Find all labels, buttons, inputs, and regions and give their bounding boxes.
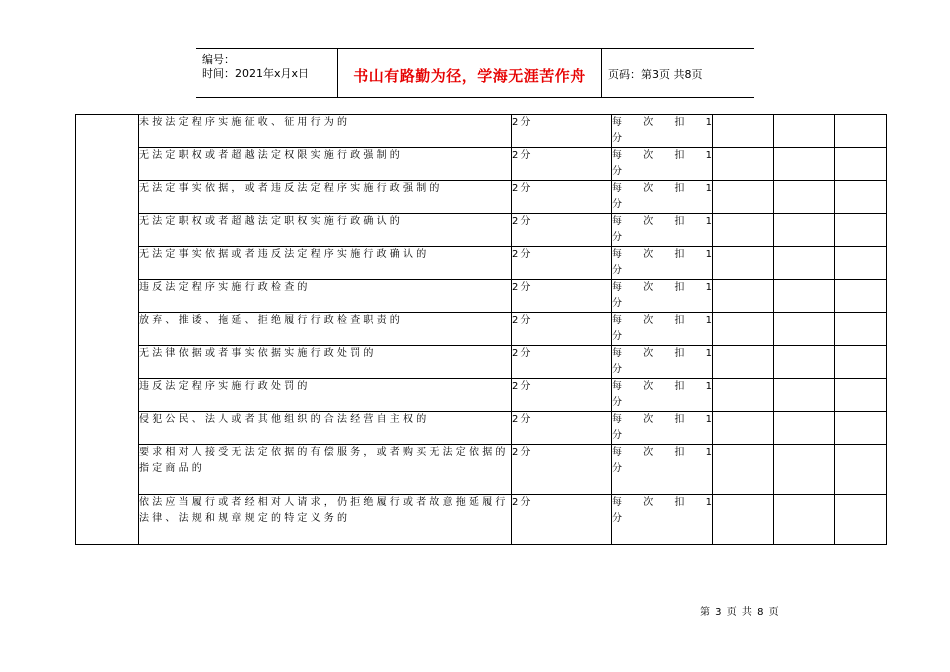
score-cell: 2分: [512, 247, 612, 280]
deduction-word: 1: [705, 117, 712, 128]
score-cell: 2分: [512, 313, 612, 346]
table-row: [76, 115, 887, 148]
deduction-word: 扣: [674, 348, 685, 359]
deduction-rule: [612, 445, 713, 495]
page-header: [196, 48, 754, 98]
violation-description: 无法定事实依据，或者违反法定程序实施行政强制的: [139, 181, 512, 214]
table-row: [76, 379, 887, 412]
deduction-rule-line: [612, 115, 712, 131]
score-cell: 2分: [512, 379, 612, 412]
deduction-unit: 分: [612, 232, 622, 243]
deduction-rule-line: [612, 280, 712, 296]
empty-cell: [835, 247, 887, 280]
deduction-rule-line: [612, 445, 712, 461]
empty-cell: [774, 495, 835, 545]
empty-cell: [835, 313, 887, 346]
score-cell: 2分: [512, 148, 612, 181]
deduction-unit: 分: [612, 513, 622, 524]
deduction-word: 次: [643, 249, 654, 260]
number-label: 编号：: [202, 53, 235, 66]
deduction-word: 1: [705, 315, 712, 326]
empty-cell: [713, 115, 774, 148]
deduction-word: 每: [612, 381, 622, 392]
assessment-table: [75, 114, 887, 545]
deduction-rule: [612, 148, 713, 181]
deduction-word: 扣: [674, 381, 685, 392]
deduction-unit: 分: [612, 166, 622, 177]
empty-cell: [835, 280, 887, 313]
empty-cell: [774, 115, 835, 148]
deduction-word: 每: [612, 447, 622, 458]
motto-text: 书山有路勤为径，学海无涯苦作舟: [353, 67, 586, 85]
deduction-word: 1: [705, 414, 712, 425]
deduction-word: 1: [705, 447, 712, 458]
violation-description: 放弃、推诿、拖延、拒绝履行行政检查职责的: [139, 313, 512, 346]
empty-cell: [713, 280, 774, 313]
deduction-word: 扣: [674, 117, 685, 128]
deduction-rule: [612, 379, 713, 412]
deduction-word: 每: [612, 315, 622, 326]
deduction-rule-line: [612, 346, 712, 362]
table-row: [76, 445, 887, 495]
score-cell: 2分: [512, 280, 612, 313]
deduction-rule: [612, 412, 713, 445]
deduction-word: 每: [612, 150, 622, 161]
deduction-word: 次: [643, 414, 654, 425]
score-cell: 2分: [512, 445, 612, 495]
deduction-word: 次: [643, 117, 654, 128]
deduction-unit: 分: [612, 199, 622, 210]
score-cell: 2分: [512, 115, 612, 148]
deduction-rule: [612, 495, 713, 545]
deduction-word: 每: [612, 497, 622, 508]
deduction-word: 扣: [674, 216, 685, 227]
deduction-rule: [612, 247, 713, 280]
deduction-word: 扣: [674, 414, 685, 425]
deduction-rule: [612, 181, 713, 214]
empty-cell: [835, 115, 887, 148]
deduction-unit: 分: [612, 463, 622, 474]
table-row: [76, 495, 887, 545]
empty-cell: [713, 412, 774, 445]
deduction-unit: 分: [612, 133, 622, 144]
score-cell: 2分: [512, 346, 612, 379]
deduction-rule-line: [612, 214, 712, 230]
category-cell: [76, 115, 139, 545]
violation-description: 无法定事实依据或者违反法定程序实施行政确认的: [139, 247, 512, 280]
empty-cell: [713, 445, 774, 495]
empty-cell: [713, 346, 774, 379]
header-motto-cell: [338, 49, 602, 97]
deduction-word: 次: [643, 216, 654, 227]
empty-cell: [774, 379, 835, 412]
deduction-unit: 分: [612, 430, 622, 441]
violation-description: 侵犯公民、法人或者其他组织的合法经营自主权的: [139, 412, 512, 445]
deduction-word: 扣: [674, 183, 685, 194]
empty-cell: [835, 148, 887, 181]
score-cell: 2分: [512, 214, 612, 247]
deduction-word: 1: [705, 249, 712, 260]
violation-description: 违反法定程序实施行政检查的: [139, 280, 512, 313]
empty-cell: [774, 247, 835, 280]
empty-cell: [713, 247, 774, 280]
deduction-word: 次: [643, 348, 654, 359]
deduction-word: 次: [643, 447, 654, 458]
deduction-rule: [612, 280, 713, 313]
header-meta: [196, 49, 338, 97]
deduction-word: 1: [705, 381, 712, 392]
deduction-word: 次: [643, 497, 654, 508]
empty-cell: [774, 412, 835, 445]
empty-cell: [713, 313, 774, 346]
deduction-word: 扣: [674, 447, 685, 458]
empty-cell: [713, 181, 774, 214]
deduction-rule-line: [612, 313, 712, 329]
deduction-word: 1: [705, 150, 712, 161]
deduction-word: 1: [705, 282, 712, 293]
table-row: [76, 313, 887, 346]
page-code: 页码：第3页 共8页: [608, 68, 703, 81]
deduction-rule: [612, 313, 713, 346]
deduction-word: 次: [643, 315, 654, 326]
table-row: [76, 280, 887, 313]
deduction-word: 每: [612, 183, 622, 194]
violation-description: 要求相对人接受无法定依据的有偿服务，或者购买无法定依据的指定商品的: [139, 445, 512, 495]
deduction-word: 扣: [674, 150, 685, 161]
deduction-word: 每: [612, 216, 622, 227]
score-cell: 2分: [512, 412, 612, 445]
violation-description: 依法应当履行或者经相对人请求，仍拒绝履行或者故意拖延履行法律、法规和规章规定的特定义务的: [139, 495, 512, 545]
empty-cell: [774, 214, 835, 247]
empty-cell: [835, 379, 887, 412]
empty-cell: [774, 181, 835, 214]
deduction-unit: 分: [612, 298, 622, 309]
table-row: [76, 346, 887, 379]
empty-cell: [774, 280, 835, 313]
table-row: [76, 181, 887, 214]
deduction-word: 1: [705, 183, 712, 194]
deduction-word: 1: [705, 497, 712, 508]
table-row: [76, 247, 887, 280]
empty-cell: [774, 346, 835, 379]
empty-cell: [774, 313, 835, 346]
empty-cell: [835, 412, 887, 445]
deduction-rule: [612, 346, 713, 379]
deduction-word: 扣: [674, 315, 685, 326]
empty-cell: [835, 495, 887, 545]
deduction-word: 扣: [674, 497, 685, 508]
deduction-unit: 分: [612, 397, 622, 408]
header-page-cell: [602, 49, 754, 97]
empty-cell: [835, 445, 887, 495]
violation-description: 无法律依据或者事实依据实施行政处罚的: [139, 346, 512, 379]
deduction-word: 1: [705, 348, 712, 359]
time-label: 时间：2021年x月x日: [202, 67, 310, 80]
deduction-unit: 分: [612, 364, 622, 375]
empty-cell: [774, 148, 835, 181]
empty-cell: [835, 214, 887, 247]
deduction-unit: 分: [612, 265, 622, 276]
empty-cell: [774, 445, 835, 495]
deduction-word: 次: [643, 150, 654, 161]
deduction-rule: [612, 214, 713, 247]
deduction-word: 1: [705, 216, 712, 227]
deduction-word: 每: [612, 348, 622, 359]
table-row: [76, 148, 887, 181]
deduction-rule-line: [612, 412, 712, 428]
table-row: [76, 412, 887, 445]
page-footer: 第 3 页 共 8 页: [700, 607, 780, 618]
violation-description: 违反法定程序实施行政处罚的: [139, 379, 512, 412]
deduction-rule-line: [612, 247, 712, 263]
deduction-word: 次: [643, 381, 654, 392]
deduction-word: 扣: [674, 282, 685, 293]
deduction-word: 每: [612, 117, 622, 128]
deduction-word: 每: [612, 249, 622, 260]
deduction-rule-line: [612, 379, 712, 395]
deduction-word: 每: [612, 414, 622, 425]
empty-cell: [713, 379, 774, 412]
deduction-rule: [612, 115, 713, 148]
deduction-word: 每: [612, 282, 622, 293]
deduction-word: 次: [643, 183, 654, 194]
score-cell: 2分: [512, 495, 612, 545]
deduction-unit: 分: [612, 331, 622, 342]
deduction-rule-line: [612, 181, 712, 197]
deduction-rule-line: [612, 495, 712, 511]
table-row: [76, 214, 887, 247]
empty-cell: [713, 148, 774, 181]
empty-cell: [713, 214, 774, 247]
empty-cell: [835, 181, 887, 214]
violation-description: 无法定职权或者超越法定职权实施行政确认的: [139, 214, 512, 247]
score-cell: 2分: [512, 181, 612, 214]
violation-description: 未按法定程序实施征收、征用行为的: [139, 115, 512, 148]
deduction-word: 扣: [674, 249, 685, 260]
deduction-rule-line: [612, 148, 712, 164]
violation-description: 无法定职权或者超越法定权限实施行政强制的: [139, 148, 512, 181]
deduction-word: 次: [643, 282, 654, 293]
empty-cell: [713, 495, 774, 545]
empty-cell: [835, 346, 887, 379]
